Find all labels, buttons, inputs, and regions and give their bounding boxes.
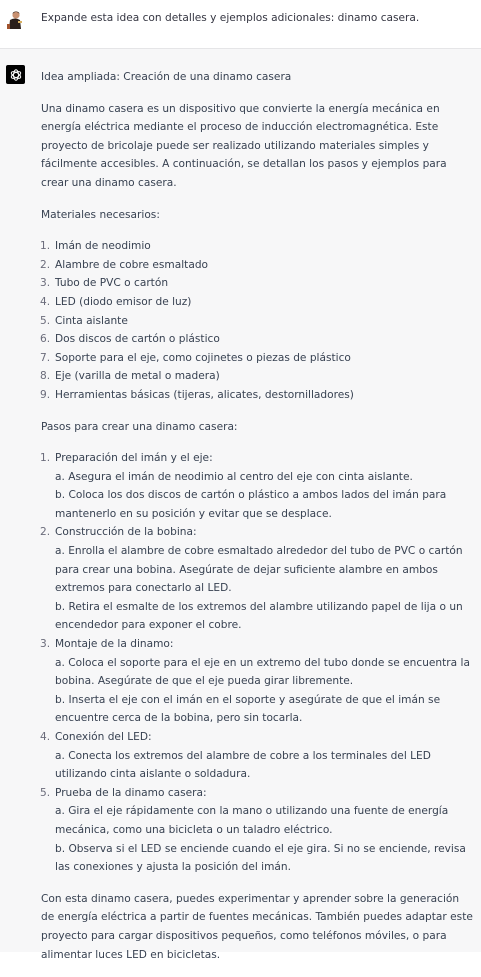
step-detail: a. Conecta los extremos del alambre de cobre a los terminales del LED utilizando cinta aislante o soldadura. [55,749,431,781]
step-item: 2. Construcción de la bobina: a. Enrolla el alambre de cobre esmaltado alrededor del tubo de PVC o cartón para crear una bobina. Asegúrate de dejar suficiente alambre en ambos extremos para conectarlo al LED. b. Retira el esmalte de los extremos del alambre utilizando papel de lija o un encendedor para exponer el cobre. [41,523,473,635]
step-item: 4. Conexión del LED: a. Conecta los extremos del alambre de cobre a los terminales del LED utilizando cinta aislante o soldadura. [41,728,473,784]
step-detail: a. Asegura el imán de neodimio al centro del eje con cinta aislante. [55,470,413,483]
step-item: 3. Montaje de la dinamo: a. Coloca el soporte para el eje en un extremo del tubo donde se encuentra la bobina. Asegúrate de que el eje pueda girar libremente. b. Inserta el eje con el imán en el soporte y asegúrate de que el imán se encuentre cerca de la bobina, pero sin tocarla. [41,635,473,728]
step-detail: b. Retira el esmalte de los extremos del alambre utilizando papel de lija o un encendedor para exponer el cobre. [55,600,463,632]
step-item: 1. Preparación del imán y el eje: a. Asegura el imán de neodimio al centro del eje con cinta aislante. b. Coloca los dos discos de cartón o plástico a ambos lados del imán para mantenerlo en su posición y evitar que se desplace. [41,449,473,523]
list-item: 4. LED (diodo emisor de luz) [40,295,192,308]
response-title: Idea ampliada: Creación de una dinamo casera [41,71,292,83]
list-item: 9. Herramientas básicas (tijeras, alicates, destornilladores) [40,388,354,401]
intro-paragraph: Una dinamo casera es un dispositivo que convierte la energía mecánica en energía eléctrica mediante el proceso de inducción electromagnética. Este proyecto de bricolaje puede ser realizado utilizando materiales simples y fácilmente accesibles. A continuación, se detallan los pasos y ejemplos para crear una dinamo casera. [41,102,447,189]
list-item: 8. Eje (varilla de metal o madera) [40,370,220,383]
openai-logo-icon [6,65,25,84]
materials-list [41,237,473,404]
list-item: 7. Soporte para el eje, como cojinetes o piezas de plástico [40,351,351,364]
assistant-message-content [41,68,473,977]
step-detail: a. Gira el eje rápidamente con la mano o utilizando una fuente de energía mecánica, como una bicicleta o un taladro eléctrico. [55,805,449,836]
step-detail: b. Inserta el eje con el imán en el soporte y asegúrate de que el imán se encuentre cerca de la bobina, pero sin tocarla. [55,693,441,725]
user-message-row [0,0,481,49]
step-detail: a. Coloca el soporte para el eje en un extremo del tubo donde se encuentra la bobina. Asegúrate de que el eje pueda girar libremente. [55,656,470,688]
assistant-message-row [0,49,481,961]
list-item: 3. Tubo de PVC o cartón [40,277,169,290]
list-item: 1. Imán de neodimio [40,240,151,253]
steps-heading: Pasos para crear una dinamo casera: [41,420,238,433]
step-detail: b. Coloca los dos discos de cartón o plástico a ambos lados del imán para mantenerlo en su posición y evitar que se desplace. [55,489,447,520]
step-detail: b. Observa si el LED se enciende cuando el eje gira. Si no se enciende, revisa las conexiones y ajusta la posición del imán. [55,842,466,874]
step-item: 5. Prueba de la dinamo casera: a. Gira el eje rápidamente con la mano o utilizando una fuente de energía mecánica, como una bicicleta o un taladro eléctrico. b. Observa si el LED se enciende cuando el eje gira. Si no se enciende, revisa las conexiones y ajusta la posición del imán. [41,784,473,877]
step-detail: a. Enrolla el alambre de cobre esmaltado alrededor del tubo de PVC o cartón para crear una bobina. Asegúrate de dejar suficiente alambre en ambos extremos para conectarlo al LED. [55,545,463,595]
steps-list [41,449,473,877]
list-item: 2. Alambre de cobre esmaltado [40,258,209,271]
list-item: 5. Cinta aislante [40,314,128,327]
conclusion-paragraph: Con esta dinamo casera, puedes experimentar y aprender sobre la generación de energía eléctrica a partir de fuentes mecánicas. También puedes adaptar este proyecto para cargar dispositivos pequeños, como teléfonos móviles, o para alimentar luces LED en bicicletas. [41,892,473,961]
user-message-text: Expande esta idea con detalles y ejemplos adicionales: dinamo casera. [41,12,420,24]
list-item: 6. Dos discos de cartón o plástico [40,333,220,346]
materials-heading: Materiales necesarios: [41,208,160,221]
user-avatar-icon [6,9,24,29]
